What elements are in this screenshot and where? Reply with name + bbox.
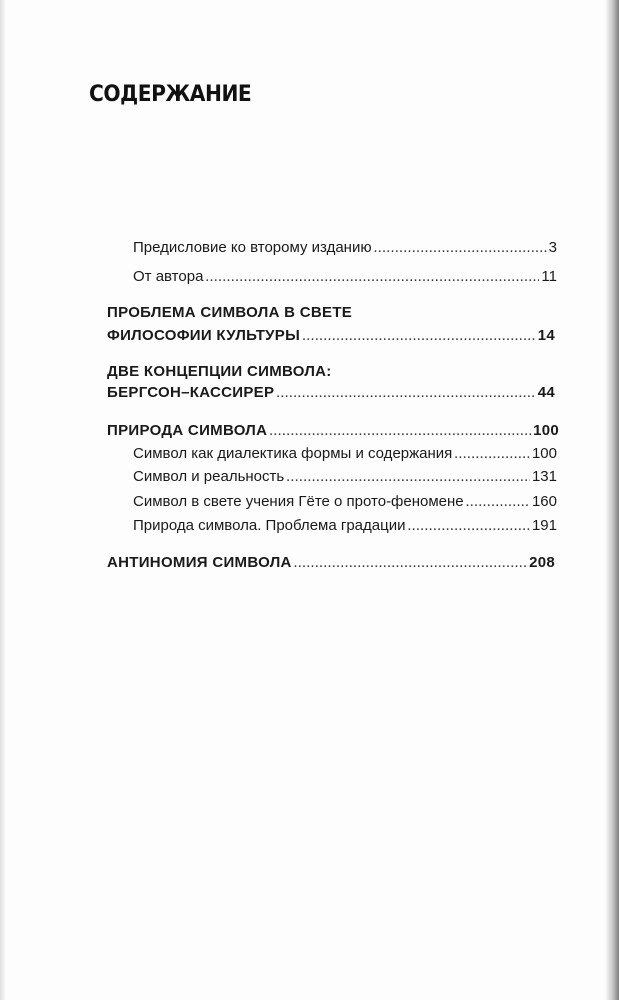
toc-entry-title: Символ и реальность bbox=[133, 468, 285, 485]
toc-leader-dots bbox=[302, 327, 536, 345]
toc-chapter-3 bbox=[107, 422, 559, 440]
toc-entry-page: 44 bbox=[537, 384, 555, 401]
toc-entry-title: ФИЛОСОФИИ КУЛЬТУРЫ bbox=[107, 327, 301, 344]
toc-leader-dots bbox=[269, 422, 531, 440]
toc-leader-dots bbox=[374, 239, 547, 257]
toc-chapter-2-title-line1: ДВЕ КОНЦЕПЦИИ СИМВОЛА: bbox=[107, 363, 332, 380]
toc-section-3-3 bbox=[133, 493, 557, 511]
toc-leader-dots bbox=[205, 268, 539, 286]
toc-leader-dots bbox=[454, 445, 530, 463]
contents-heading: СОДЕРЖАНИЕ bbox=[89, 82, 252, 107]
toc-entry-page: 131 bbox=[531, 468, 557, 485]
toc-section-3-2 bbox=[133, 468, 557, 486]
toc-entry-page: 160 bbox=[531, 493, 557, 510]
toc-entry-title: БЕРГСОН–КАССИРЕР bbox=[107, 384, 275, 401]
toc-entry-page: 11 bbox=[541, 268, 557, 285]
toc-section-3-4 bbox=[133, 517, 557, 535]
toc-leader-dots bbox=[276, 384, 535, 402]
toc-entry-preface bbox=[133, 239, 557, 257]
toc-entry-title: Предисловие ко второму изданию bbox=[133, 239, 372, 256]
toc-chapter-4 bbox=[107, 554, 555, 572]
toc-entry-title: От автора bbox=[133, 268, 204, 285]
toc-leader-dots bbox=[407, 517, 530, 535]
toc-entry-title: Символ в свете учения Гёте о прото-феномене bbox=[133, 493, 464, 510]
toc-leader-dots bbox=[286, 468, 530, 486]
toc-entry-title: Природа символа. Проблема градации bbox=[133, 517, 406, 534]
toc-entry-title: АНТИНОМИЯ СИМВОЛА bbox=[107, 554, 292, 571]
toc-entry-page: 100 bbox=[533, 422, 559, 439]
toc-entry-title: ПРИРОДА СИМВОЛА bbox=[107, 422, 268, 439]
toc-chapter-2 bbox=[107, 384, 555, 402]
toc-leader-dots bbox=[294, 554, 527, 572]
toc-entry-page: 208 bbox=[529, 554, 555, 571]
toc-entry-from-author bbox=[133, 268, 557, 286]
toc-chapter-1 bbox=[107, 327, 555, 345]
toc-entry-page: 191 bbox=[531, 517, 557, 534]
toc-entry-title: Символ как диалектика формы и содержания bbox=[133, 445, 453, 462]
toc-entry-page: 100 bbox=[531, 445, 557, 462]
toc-entry-page: 14 bbox=[537, 327, 555, 344]
toc-leader-dots bbox=[466, 493, 530, 511]
toc-entry-page: 3 bbox=[548, 239, 557, 256]
toc-section-3-1 bbox=[133, 445, 557, 463]
toc-chapter-1-title-line1: ПРОБЛЕМА СИМВОЛА В СВЕТЕ bbox=[107, 304, 353, 321]
